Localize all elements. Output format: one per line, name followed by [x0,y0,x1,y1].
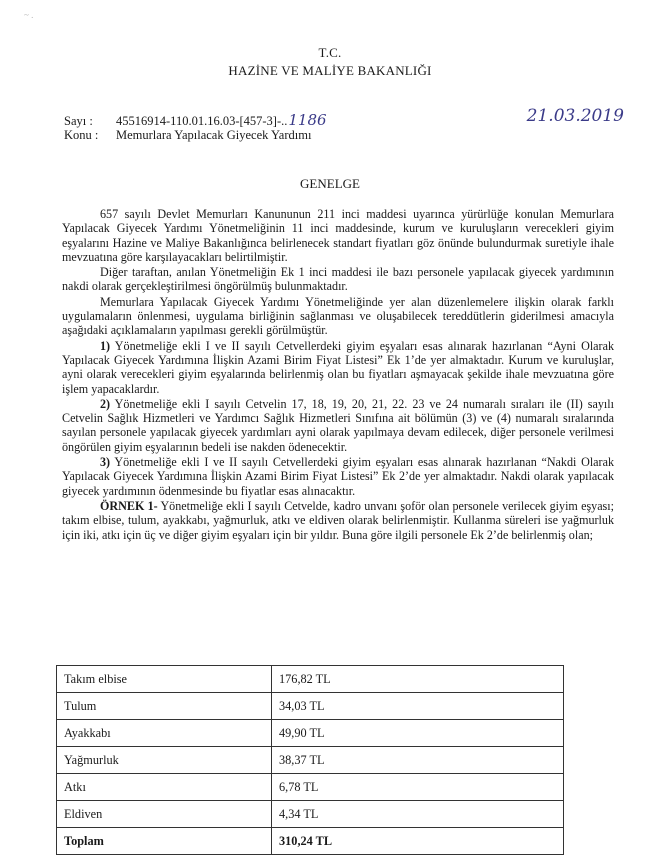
konu-line [64,128,311,143]
example-1-text: Yönetmeliğe ekli I sayılı Cetvelde, kadro unvanı şoför olan personele verilecek giyim eşyası; takım elbise, tulum, ayakkabı, yağmurluk, atkı ve eldiven olarak belirlenmiştir. Kullanma süreleri ise yağmurluk için iki, atkı için üç ve diğer giyim eşyaları için bir yıldır. Buna göre ilgili personele Ek 2’de belirlenmiş olan; [62,498,614,542]
amount-cell: 38,37 TL [272,747,564,774]
paragraph-item-3 [62,455,614,498]
amount-cell: 49,90 TL [272,720,564,747]
amount-cell: 176,82 TL [272,666,564,693]
total-row [57,828,564,855]
paragraph-1 [62,207,614,264]
org-line-tc: T.C. [318,45,342,60]
handwritten-date: 21.03.2019 [526,106,624,126]
amount-cell: 34,03 TL [272,693,564,720]
paragraph-3-text: Memurlara Yapılacak Giyecek Yardımı Yönetmeliğinde yer alan düzenlemelere ilişkin olarak farklı uygulamaların önlenmesi, uygulama birliğinin sağlanması ve oluşabilecek tereddütlerin giderilmesi amacıyla aşağıdaki açıklamaların yapılması gerekli görülmüştür. [62,294,614,338]
example-1-label: ÖRNEK 1- [100,498,158,513]
corner-scribble: ~ . [24,10,34,20]
table-row [57,774,564,801]
sayi-value: 45516914-110.01.16.03-[457-3]-.. [116,114,288,128]
item-cell: Atkı [57,774,272,801]
total-amount: 310,24 TL [272,828,564,855]
item-cell: Yağmurluk [57,747,272,774]
item-3-text: Yönetmeliğe ekli I ve II sayılı Cetvellerdeki giyim eşyaları esas alınarak hazırlanan “Nakdi Olarak Yapılacak Giyecek Yardımına İlişkin Azami Birim Fiyat Listesi” Ek 2’de yer almaktadır. Nakdi olarak yapılacak giyecek yardımının ödenmesinde bu fiyatlar esas alınacaktır. [62,455,614,498]
item-cell: Eldiven [57,801,272,828]
item-2-text: Yönetmeliğe ekli I sayılı Cetvelin 17, 18, 19, 20, 21, 22. 23 ve 24 numaralı sıraları ile (II) sayılı Cetvelin Sağlık Hizmetleri ve Yardımcı Sağlık Hizmetleri Sınıfına ait bölümün (3) ve (4) numaralı sıralarında sayılan personele yapılacak giyecek yardımları ayni olarak yapılmaya devam edilecek, diğer personele verilmesi öngörülen giyim eşyalarının bedeli ise nakden ödenecektir. [62,396,614,454]
paragraph-3 [62,295,614,338]
table-row [57,747,564,774]
document-body [62,207,614,543]
paragraph-1-text: 657 sayılı Devlet Memurları Kanununun 211 inci maddesi uyarınca yürürlüğe konulan Memurlara Yapılacak Giyecek Yardımı Yönetmeliğinin 11 inci maddesinde, kurum ve kuruluşların verecekleri giyim eşyalarını Hazine ve Maliye Bakanlığınca belirlenecek standart fiyatları göz önünde bulundurmak suretiyle ihale mevzuatına göre karşılayacakları belirtilmiştir. [62,207,614,264]
item-2-number: 2) [100,396,111,411]
amount-cell: 4,34 TL [272,801,564,828]
item-1-text: Yönetmeliğe ekli I ve II sayılı Cetvellerdeki giyim eşyaları esas alınarak hazırlanan “Ayni Olarak Yapılacak Giyecek Yardımına İlişkin Azami Birim Fiyat Listesi” Ek 1’de yer almaktadır. Kurum ve kuruluşlar, ayni olarak verecekleri giyim eşyalarında belirlenmiş olan bu fiyatları aşmayacak şekilde ihale mevzuatına göre işlem yapacaklardır. [62,338,614,396]
ministry-name: HAZİNE VE MALİYE BAKANLIĞI [228,63,432,78]
paragraph-example-1 [62,499,614,542]
item-1-number: 1) [100,338,111,353]
amount-cell: 6,78 TL [272,774,564,801]
item-cell: Ayakkabı [57,720,272,747]
document-title: GENELGE [300,176,360,191]
table-row [57,693,564,720]
paragraph-2 [62,265,614,294]
table-row [57,801,564,828]
paragraph-2-text: Diğer taraftan, anılan Yönetmeliğin Ek 1 inci maddesi ile bazı personele yapılacak giyecek yardımının nakdi olarak gerçekleştirilmesi öngörülmüş bulunmaktadır. [62,265,614,294]
clothing-allowance-table [56,665,564,855]
item-cell: Tulum [57,693,272,720]
konu-label: Konu : [64,128,99,142]
table-row [57,720,564,747]
table-row [57,666,564,693]
item-cell: Takım elbise [57,666,272,693]
konu-value: Memurlara Yapılacak Giyecek Yardımı [116,128,312,142]
item-3-number: 3) [100,455,111,470]
paragraph-item-1 [62,339,614,396]
handwritten-number: 1186 [288,111,327,129]
sayi-label: Sayı : [64,114,93,128]
paragraph-item-2 [62,397,614,454]
sayi-line [64,111,327,129]
total-label: Toplam [57,828,272,855]
